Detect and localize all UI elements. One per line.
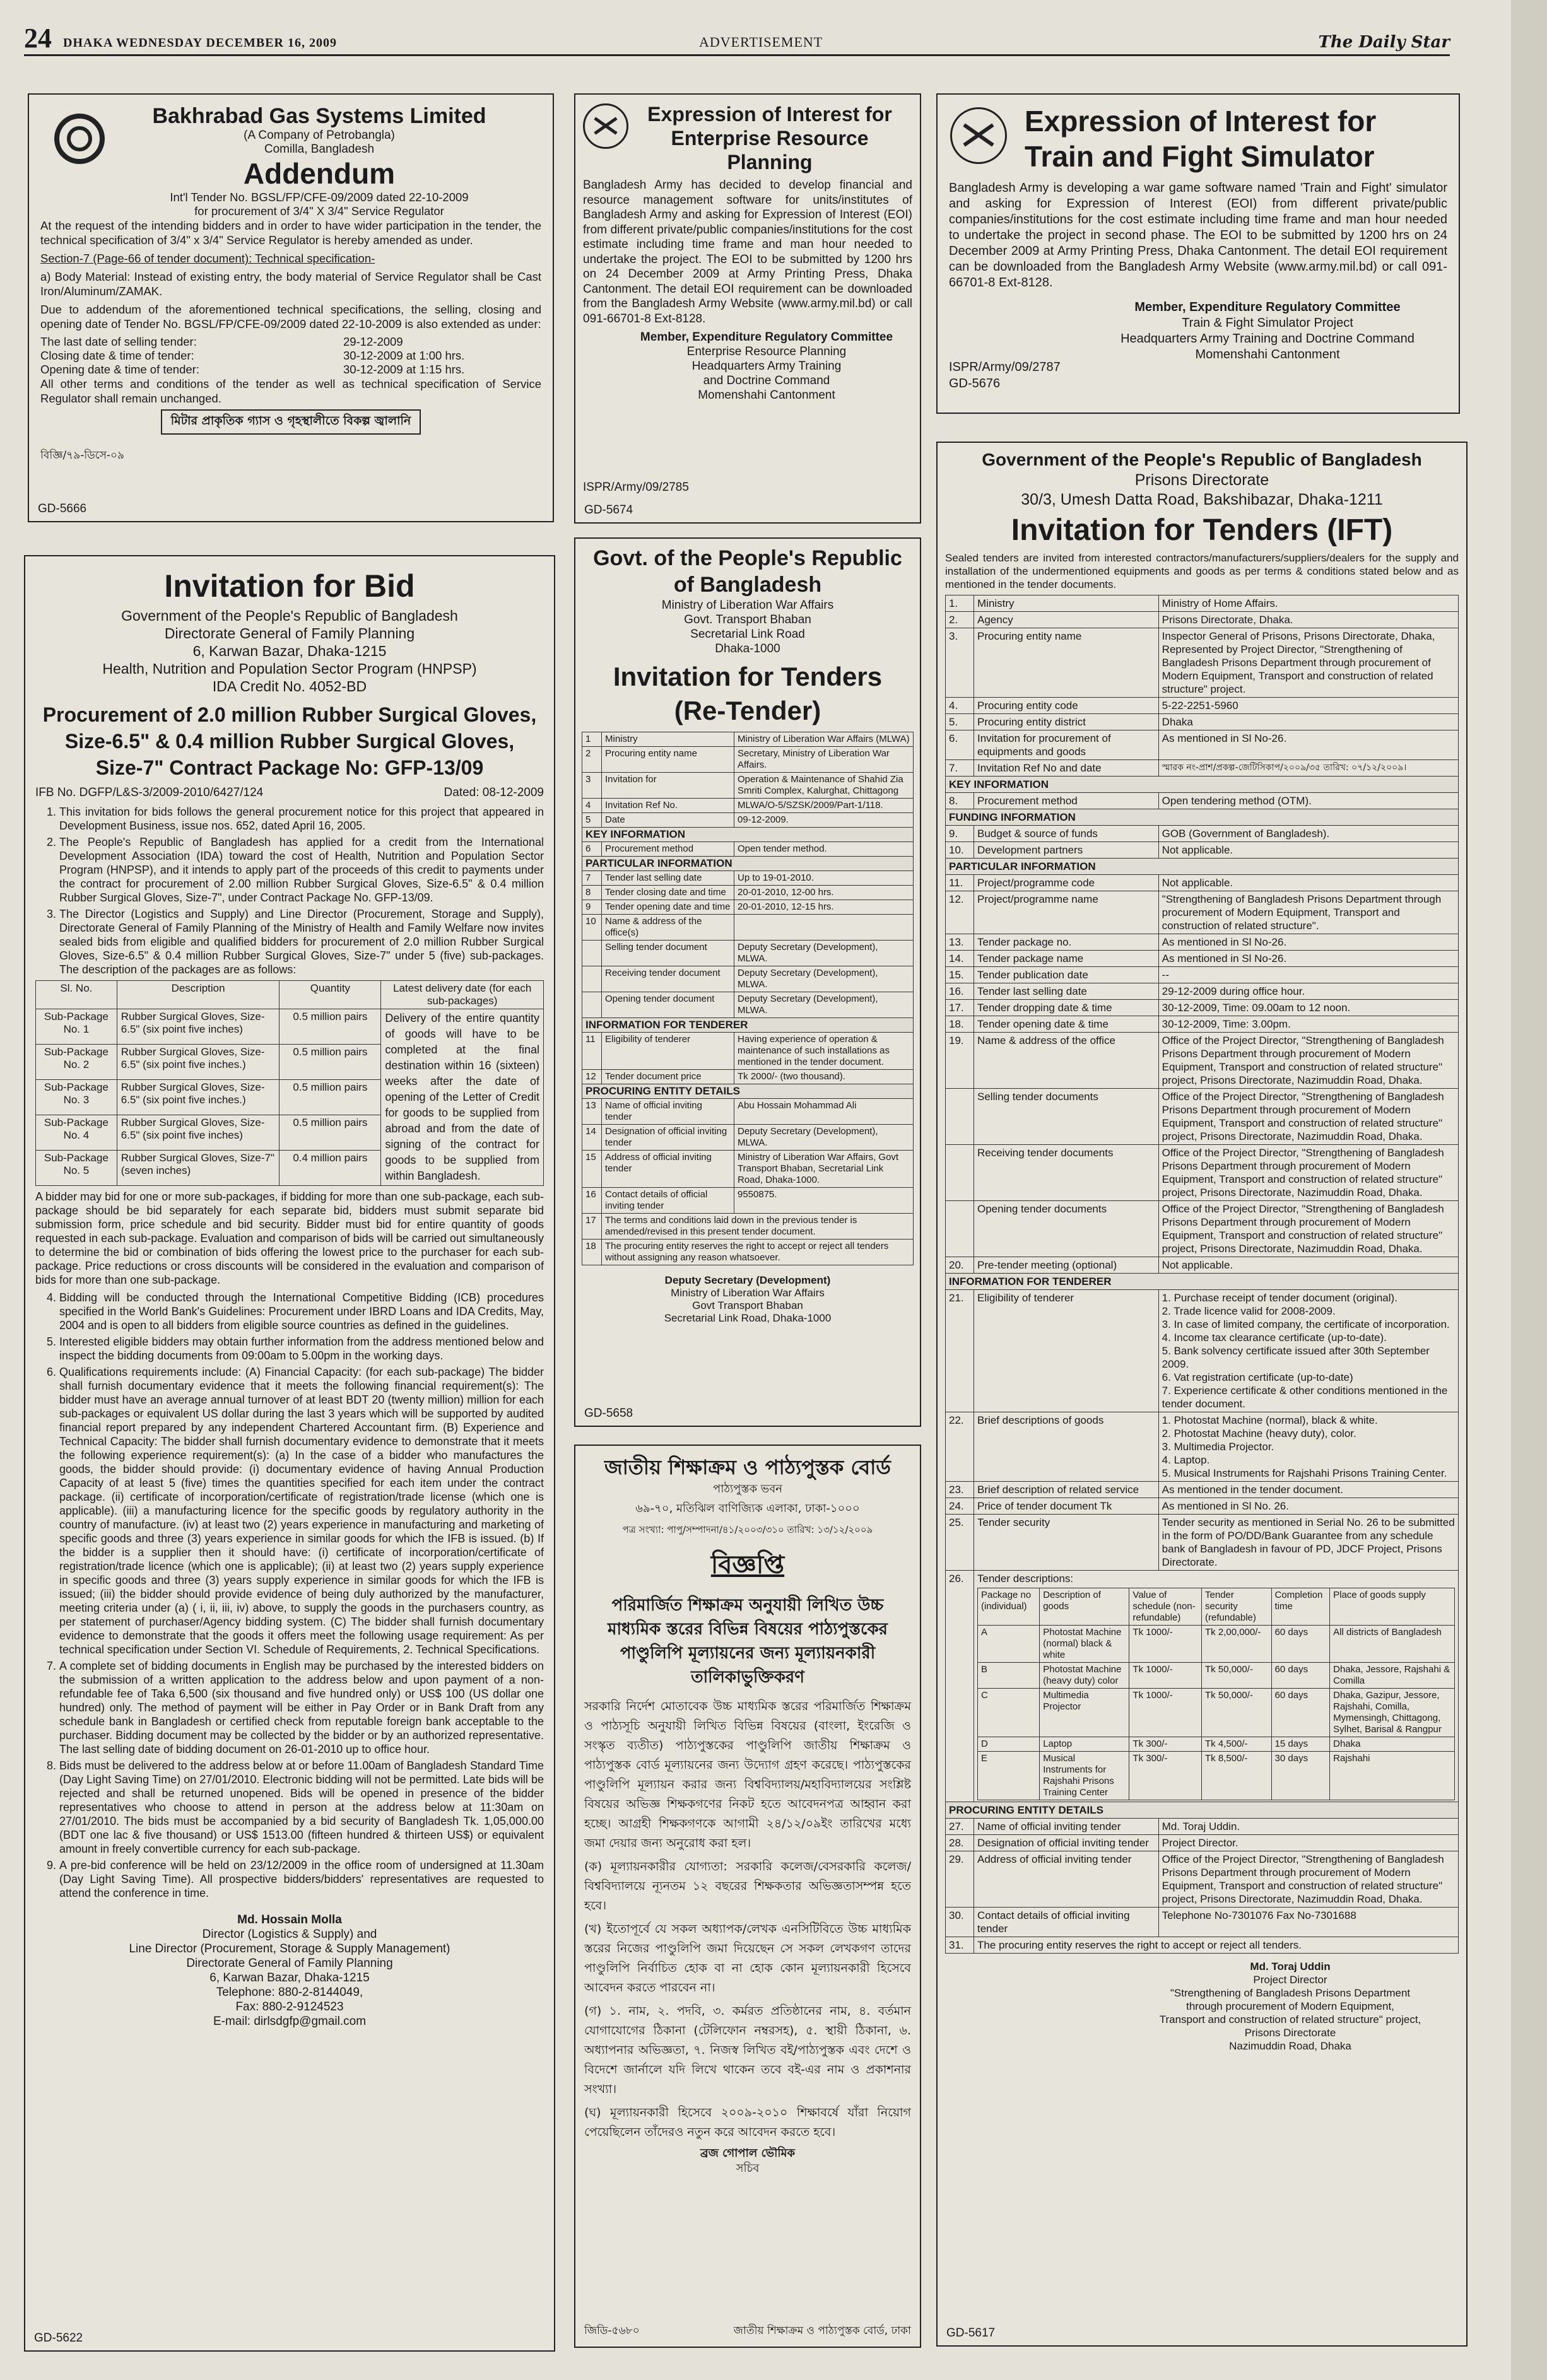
- table-row: 9. Budget & source of funds GOB (Government of Bangladesh).: [946, 826, 1459, 842]
- table-row: 9 Tender opening date and time 20-01-2010, 12-15 hrs.: [582, 900, 914, 915]
- ad-title: Invitation for Bid: [164, 568, 415, 604]
- gd-number: GD-5622: [34, 2331, 83, 2345]
- bakhrabad-addendum-ad: [28, 93, 554, 522]
- table-row: 17 The terms and conditions laid down in the previous tender is amended/revised in this present tender document.: [582, 1214, 914, 1240]
- page-number: 24: [24, 23, 52, 54]
- package-table: Package no (individual) Description of goods Value of schedule (non-refundable) Tender security (refundable) Completion time Place of goods supply A Photostat Machine (normal) black & white Tk 1000/- Tk 2,00,000/- 60 days All districts of Bangladesh B Photostat Machine (heavy duty) color Tk 1000/- Tk 50,000/- 60 days Dhaka, Jessore, Rajshahi & Comilla C Multimedia Projector Tk 1000/- Tk 50,000/- 60 days Dhaka, Gazipur, Jessore, Rajshahi, Comilla, Mymensingh, Chittagong, Sylhet, Barisal & Rangpur D Laptop Tk 300/- Tk 4,500/- 15 days Dhaka E Musical Instruments for Rajshahi Prisons Training Center Tk 300/- Tk 8,500/- 30 days Rajshahi: [977, 1588, 1455, 1800]
- section-heading: KEY INFORMATION: [946, 777, 1459, 793]
- table-row: 28. Designation of official inviting tender Project Director.: [946, 1835, 1459, 1851]
- army-emblem-icon: [583, 103, 628, 149]
- nctb-notice-ad: জাতীয় শিক্ষাক্রম ও পাঠ্যপুস্তক বোর্ড পাঠ্যপুস্তক ভবন ৬৯-৭০, মতিঝিল বাণিজ্যিক এলাকা, ঢাকা-১০০০ পত্র সংখ্যা: পাপু/সম্পাদনা/৪১/২০০৩/৩১০ তারিখ: ১৩/১২/২০০৯ বিজ্ঞপ্তি পরিমার্জিত শিক্ষাক্রম অনুযায়ী লিখিত উচ্চ মাধ্যমিক স্তরের বিভিন্ন বিষয়ের পাঠ্যপুস্তকের পাণ্ডুলিপি মূল্যায়নের জন্য মূল্যায়নকারী তালিকাভুক্তিকরণ সরকারি নির্দেশ মোতাবেক উচ্চ মাধ্যমিক স্তরের পরিমার্জিত শিক্ষাক্রম ও পাঠ্যসূচি অনুযায়ী লিখিত বিভিন্ন বিষয়ের (বাংলা, ইংরেজি ও সংস্কৃত ব্যতীত) পাঠ্যপুস্তকের পাণ্ডুলিপি জাতীয় শিক্ষাক্রম ও পাঠ্যপুস্তক বোর্ড মূল্যায়নের জন্য উদ্যোগ গ্রহণ করেছে। পাঠ্যপুস্তকের পাণ্ডুলিপি মূল্যায়ন করার জন্য বিশ্ববিদ্যালয়/মহাবিদ্যালয়ের সংশ্লিষ্ট বিষয়ের অভিজ্ঞ শিক্ষকগণের নিকট হতে আবেদনপত্র আহ্বান করা হচ্ছে। আগ্রহী শিক্ষকগণকে আগামী ২৪/১২/০৯ইং তারিখের মধ্যে জমা দেয়ার জন্য অনুরোধ করা হল। (ক) মূল্যায়নকারীর যোগ্যতা: সরকারি কলেজ/বেসরকারি কলেজ/বিশ্ববিদ্যালয়ে ন্যূনতম ১২ বছরের শিক্ষকতার অভিজ্ঞতাসম্পন্ন হতে হবে। (খ) ইতোপূর্বে যে সকল অধ্যাপক/লেখক এনসিটিবিতে উচ্চ মাধ্যমিক স্তরের নিজের পাণ্ডুলিপি জমা দিয়েছেন সে সকল লেখকগণ তাদের পাণ্ডুলিপি নির্বাচিত হোক বা না হোক কোন মূল্যায়নকারী হিসেবে আবেদন করতে পারবেন না। (গ) ১. নাম, ২. পদবি, ৩. কর্মরত প্রতিষ্ঠানের নাম, ৪. বর্তমান যোগাযোগের ঠিকানা (টেলিফোন নম্বরসহ), ৫. স্থায়ী ঠিকানা, ৬. অধ্যাপনার অভিজ্ঞতা, ৭. নিজস্ব লিখিত বই/পাঠ্যপুস্তক এবং দেশে ও বিদেশে জার্নালে যদি লিখে থাকেন তবে বই-এর নাম ও প্রকাশনার সংখ্যা। (ঘ) মূল্যায়নকারী হিসেবে ২০০৯-২০১০ শিক্ষাবর্ষে যাঁরা নিয়োগ পেয়েছিলেন তাঁদেরও নতুন করে আবেদন করতে হবে। ব্রজ গোপাল ভৌমিক সচিব জিডি-৫৬৮০ জাতীয় শিক্ষাক্রম ও পাঠ্যপুস্তক বোর্ড, ঢাকা: [574, 1445, 921, 2348]
- section-heading: INFORMATION FOR TENDERER: [582, 1018, 914, 1033]
- table-row: 23. Brief description of related service As mentioned in the tender document.: [946, 1482, 1459, 1498]
- table-row: C Multimedia Projector Tk 1000/- Tk 50,000/- 60 days Dhaka, Gazipur, Jessore, Rajshahi, Comilla, Mymensingh, Chittagong, Sylhet, Barisal & Rangpur: [978, 1689, 1455, 1737]
- dateline: DHAKA WEDNESDAY DECEMBER 16, 2009: [63, 36, 337, 50]
- delivery-terms: Delivery of the entire quantity of goods will have to be completed at the final destination within 16 (sixteen) weeks after the date of opening of the Letter of Credit for goods to be supplied from abroad and from the date of signing of the contract for goods to be supplied from within Bangladesh.: [381, 1009, 544, 1186]
- section-label: ADVERTISEMENT: [699, 34, 823, 50]
- prisons-ift-ad: Government of the People's Republic of Bangladesh Prisons Directorate 30/3, Umesh Datta Road, Bakshibazar, Dhaka-1211 Invitation for Tenders (IFT) Sealed tenders are invited from interested contractors/manufacturers/suppliers/dealers for the supply and installation of the undermentioned equipments and goods as per terms & conditions stated below and as mentioned in the tender documents. 1. Ministry Ministry of Home Affairs. 2. Agency Prisons Directorate, Dhaka. 3. Procuring entity name Inspector General of Prisons, Prisons Directorate, Dhaka, Represented by Project Director, "Strengthening of Bangladesh Prisons Department through procurement of Modern Equipment, Transport and construction of related structure" project. 4. Procuring entity code 5-22-2251-5960 5. Procuring entity district Dhaka 6. Invitation for procurement of equipments and goods As mentioned in Sl No-26. 7. Invitation Ref No and date স্মারক নং-প্রাশ/প্রকল্প-জেটিসিকাপ/২০০৯/৩৫ তারিখ: ০৭/১২/২০০৯। KEY INFORMATION 8. Procurement method Open tendering method (OTM). FUNDING INFORMATION 9. Budget & source of funds GOB (Government of Bangladesh). 10. Development partners Not applicable. PARTICULAR INFORMATION 11. Project/programme code Not applicable. 12. Project/programme name "Strengthening of Bangladesh Prisons Department through procurement of Modern Equipment, Transport and construction of related structure". 13. Tender package no. As mentioned in Sl No-26. 14. Tender package name As mentioned in Sl No-26. 15. Tender publication date -- 16. Tender last selling date 29-12-2009 during office hour. 17. Tender dropping date & time 30-12-2009, Time: 09.00am to 12 noon. 18. Tender opening date & time 30-12-2009, Time: 3.00pm. 19. Name & address of the office Office of the Project Director, "Strengthening of Bangladesh Prisons Department through procurement of Modern Equipment, Transport and construction of related structure" project, Prisons Directorate, Nazimuddin Road, Dhaka. Selling tender documents Office of the Project Director, "Strengthening of Bangladesh Prisons Department through procurement of Modern Equipment, Transport and construction of related structure" project, Prisons Directorate, Nazimuddin Road, Dhaka. Receiving tender documents Office of the Project Director, "Strengthening of Bangladesh Prisons Department through procurement of Modern Equipment, Transport and construction of related structure" project, Prisons Directorate, Nazimuddin Road, Dhaka. Opening tender documents Office of the Project Director, "Strengthening of Bangladesh Prisons Department through procurement of Modern Equipment, Transport and construction of related structure" project, Prisons Directorate, Nazimuddin Road, Dhaka. 20. Pre-tender meeting (optional) Not applicable. INFORMATION FOR TENDERER 21. Eligibility of tenderer 1. Purchase receipt of tender document (original). 2. Trade licence valid for 2008-2009. 3. In case of limited company, the certificate of incorporation. 4. Income tax clearance certificate (up-to-date). 5. Bank solvency certificate issued after 30th September 2009. 6. Vat registration certificate (up-to-date) 7. Experience certificate & other conditions mentioned in the tender document. 22. Brief descriptions of goods 1. Photostat Machine (normal), black & white. 2. Photostat Machine (heavy duty), color. 3. Multimedia Projector. 4. Laptop. 5. Musical Instruments for Rajshahi Prisons Training Center. 23. Brief description of related service As mentioned in the tender document. 24. Price of tender document Tk As mentioned in Sl No. 26. 25. Tender security Tender security as mentioned in Serial No. 26 to be submitted in the form of PO/DD/Bank Guarantee from any schedule bank of Bangladesh in favour of PD, JDCF Project, Prisons Directorate. 26. Tender descriptions: Package no (individual) Description of goods Value of schedule (non-refundable) Tender security (refundable) Completion time Place of goods supply A Photostat Machine (normal) black & white Tk 1000/- Tk 2,00,000/- 60 days All districts of Bangladesh B Photostat Machine (heavy duty) color Tk 1000/- Tk 50,000/- 60 days Dhaka, Jessore, Rajshahi & Comilla C Multimedia Projector Tk 1000/- Tk 50,000/- 60 days Dhaka, Gazipur, Jessore, Rajshahi, Comilla, Mymensingh, Chittagong, Sylhet, Barisal & Rangpur D Laptop Tk 300/- Tk 4,500/- 15 days Dhaka E Musical Instruments for Rajshahi Prisons Training Center Tk 300/- Tk 8,500/- 30 days Rajshahi PROCURING ENTITY DETAILS 27. Name of official inviting tender Md. Toraj Uddin. 28. Designation of official inviting tender Project Director. 29. Address of official inviting tender Office of the Project Director, "Strengthening of Bangladesh Prisons Department through procurement of Modern Equipment, Transport and construction of related structure" project, Prisons Directorate, Nazimuddin Road, Dhaka. 30. Contact details of official inviting tender Telephone No-7301076 Fax No-7301688 31. The procuring entity reserves the right to accept or reject all tenders. Md. Toraj Uddin Project Director "Strengthening of Bangladesh Prisons Department through procurement of Modern Equipment, Transport and construction of related structure" project, Prisons Directorate Nazimuddin Road, Dhaka GD-5617: [936, 442, 1468, 2347]
- bid-clauses: 1. This invitation for bids follows the general procurement notice for this project that appeared in Development Business, issue nos. 652, dated April 16, 2005. 2. The People's Republic of Bangladesh has applied for a credit from the International Development Association (IDA) toward the cost of Health, Nutrition and Population Sector Program (HNPSP), and it intends to apply part of the proceeds of this credit to payments under the contract for procurement of 2.00 million Rubber Surgical Gloves, Size-6.5" & 0.4 million Rubber Surgical Gloves, Size-7", under Contract Package No. GFP-13/09. 3. The Director (Logistics and Supply) and Line Director (Procurement, Storage and Supply), Directorate General of Family Planning of the Ministry of Health and Family Welfare now invites sealed bids from eligible and qualified bidders for procurement of 2.0 million Rubber Surgical Gloves, Size-6.5" & 0.4 million Rubber Surgical Gloves, Size-7" under 5 (five) sub-packages. The description of the packages are as follows:: [35, 805, 544, 976]
- addendum-title: Addendum: [243, 157, 396, 190]
- gd-number: জিডি-৫৬৮০: [584, 2324, 640, 2337]
- ad-title: জাতীয় শিক্ষাক্রম ও পাঠ্যপুস্তক বোর্ড: [604, 1455, 891, 1479]
- table-row: 8 Tender closing date and time 20-01-2010, 12-00 hrs.: [582, 886, 914, 900]
- package-table: Sl. No. Description Quantity Latest delivery date (for each sub-packages) Sub-Package No. 1 Rubber Surgical Gloves, Size-6.5" (six point five inches) 0.5 million pairs Delivery of the entire quantity of goods will have to be completed at the final destination within 16 (sixteen) weeks after the date of opening of the Letter of Credit for goods to be supplied from abroad and from the date of signing of the contract for goods to be supplied from within Bangladesh. Sub-Package No. 2 Rubber Surgical Gloves, Size-6.5" (six point five inches.) 0.5 million pairs Sub-Package No. 3 Rubber Surgical Gloves, Size-6.5" (six point five inches.) 0.5 million pairs Sub-Package No. 4 Rubber Surgical Gloves, Size-6.5" (six point five inches) 0.5 million pairs Sub-Package No. 5 Rubber Surgical Gloves, Size-7" (seven inches) 0.4 million pairs: [35, 980, 544, 1186]
- ad-title: Invitation for Tenders: [613, 662, 883, 691]
- retender-ad: Govt. of the People's Republic of Bangladesh Ministry of Liberation War Affairs Govt. Transport Bhaban Secretarial Link Road Dhaka-1000 Invitation for Tenders (Re-Tender) 1 Ministry Ministry of Liberation War Affairs (MLWA) 2 Procuring entity name Secretary, Ministry of Liberation War Affairs. 3 Invitation for Operation & Maintenance of Shahid Zia Smriti Complex, Kalurghat, Chittagong 4 Invitation Ref No. MLWA/O-5/SZSK/2009/Part-1/118. 5 Date 09-12-2009. KEY INFORMATION 6 Procurement method Open tender method. PARTICULAR INFORMATION 7 Tender last selling date Up to 19-01-2010. 8 Tender closing date and time 20-01-2010, 12-00 hrs. 9 Tender opening date and time 20-01-2010, 12-15 hrs. 10 Name & address of the office(s) Selling tender document Deputy Secretary (Development), MLWA. Receiving tender document Deputy Secretary (Development), MLWA. Opening tender document Deputy Secretary (Development), MLWA. INFORMATION FOR TENDERER 11 Eligibility of tenderer Having experience of operation & maintenance of such installations as mentioned in the tender document. 12 Tender document price Tk 2000/- (two thousand). PROCURING ENTITY DETAILS 13 Name of official inviting tender Abu Hossain Mohammad Ali 14 Designation of official inviting tender Deputy Secretary (Development), MLWA. 15 Address of official inviting tender Ministry of Liberation War Affairs, Govt Transport Bhaban, Secretarial Link Road, Dhaka-1000. 16 Contact details of official inviting tender 9550875. 17 The terms and conditions laid down in the previous tender is amended/revised in this present tender document. 18 The procuring entity reserves the right to accept or reject all tenders without assigning any reason whatsoever. Deputy Secretary (Development) Ministry of Liberation War Affairs Govt Transport Bhaban Secretarial Link Road, Dhaka-1000 GD-5658: [574, 537, 921, 1427]
- table-row: 25. Tender security Tender security as mentioned in Serial No. 26 to be submitted in the form of PO/DD/Bank Guarantee from any schedule bank of Bangladesh in favour of PD, JDCF Project, Prisons Directorate.: [946, 1515, 1459, 1571]
- table-row: 12 Tender document price Tk 2000/- (two thousand).: [582, 1070, 914, 1084]
- table-row: 10 Name & address of the office(s): [582, 915, 914, 941]
- table-row: E Musical Instruments for Rajshahi Prisons Training Center Tk 300/- Tk 8,500/- 30 days Rajshahi: [978, 1752, 1455, 1800]
- ad-body: Bangladesh Army has decided to develop financial and resource management software for units/institutes of Bangladesh Army and asking for Expression of Interest (EOI) from different private/public companies/institutions for the cost estimate including time frame and man hour needed to undertake the project. The EOI to be submitted by 1200 hrs on 24 December 2009 at Army Printing Press, Dhaka Cantonment. The detail EOI requirement can be downloaded from the Bangladesh Army Website (www.army.mil.bd) or call 091-66701-8 Ext-8128.: [583, 179, 912, 325]
- tender-table: [582, 732, 914, 1265]
- table-row: 18 The procuring entity reserves the right to accept or reject all tenders without assigning any reason whatsoever.: [582, 1240, 914, 1265]
- table-row: 5. Procuring entity district Dhaka: [946, 714, 1459, 730]
- table-row: 14 Designation of official inviting tender Deputy Secretary (Development), MLWA.: [582, 1125, 914, 1151]
- section-heading: FUNDING INFORMATION: [946, 809, 1459, 826]
- table-row: 21. Eligibility of tenderer 1. Purchase receipt of tender document (original). 2. Trade licence valid for 2008-2009. 3. In case of limited company, the certificate of incorporation. 4. Income tax clearance certificate (up-to-date). 5. Bank solvency certificate issued after 30th September 2009. 6. Vat registration certificate (up-to-date) 7. Experience certificate & other conditions mentioned in the tender document.: [946, 1290, 1459, 1412]
- table-row: Selling tender document Deputy Secretary (Development), MLWA.: [582, 941, 914, 966]
- ad-title: Expression of Interest for Enterprise Resource Planning: [647, 103, 892, 173]
- notice-label: বিজ্ঞপ্তি: [710, 1551, 785, 1580]
- table-row: 2 Procuring entity name Secretary, Ministry of Liberation War Affairs.: [582, 747, 914, 773]
- gd-number: GD-5617: [946, 2326, 996, 2340]
- company-sub: (A Company of Petrobangla): [244, 129, 395, 142]
- table-row: B Photostat Machine (heavy duty) color Tk 1000/- Tk 50,000/- 60 days Dhaka, Jessore, Rajshahi & Comilla: [978, 1663, 1455, 1689]
- ad-title: Invitation for Tenders (IFT): [1011, 513, 1393, 547]
- paragraph: A bidder may bid for one or more sub-packages, if bidding for more than one sub-package, each sub-package should be bid separately for each separate bid, bidders must submit separate bid submission form, price schedule and bid security. Bidder must bid for entire quantity of goods requested in each sub-package. Evaluation and comparison of bids will be carried out simultaneously to determine the bid or combination of bids offering the lowest price to the purchaser for each sub-package. Price reductions or cross discounts will be considered in the evaluation and comparison of bids for more than one sub-package.: [35, 1190, 544, 1286]
- paragraph: সরকারি নির্দেশ মোতাবেক উচ্চ মাধ্যমিক স্তরের পরিমার্জিত শিক্ষাক্রম ও পাঠ্যসূচি অনুযায়ী লিখিত বিভিন্ন বিষয়ের (বাংলা, ইংরেজি ও সংস্কৃত ব্যতীত) পাঠ্যপুস্তকের পাণ্ডুলিপি জাতীয় শিক্ষাক্রম ও পাঠ্যপুস্তক বোর্ড মূল্যায়নের জন্য উদ্যোগ গ্রহণ করেছে। পাঠ্যপুস্তকের পাণ্ডুলিপি মূল্যায়ন করার জন্য বিশ্ববিদ্যালয়/মহাবিদ্যালয়ের সংশ্লিষ্ট বিষয়ের অভিজ্ঞ শিক্ষকগণের নিকট হতে আবেদনপত্র আহ্বান করা হচ্ছে। আগ্রহী শিক্ষকগণকে আগামী ২৪/১২/০৯ইং তারিখের মধ্যে জমা দেয়ার জন্য অনুরোধ করা হল।: [584, 1699, 911, 1850]
- table-row: D Laptop Tk 300/- Tk 4,500/- 15 days Dhaka: [978, 1737, 1455, 1752]
- ad-head: Govt. of the People's Republic of Bangladesh: [593, 546, 902, 597]
- section-heading: KEY INFORMATION: [582, 828, 914, 842]
- paragraph: Sealed tenders are invited from interested contractors/manufacturers/suppliers/dealers for the supply and installation of the undermentioned equipments and goods as per terms & conditions stated below and as mentioned in the tender documents.: [945, 552, 1459, 590]
- table-row: 3 Invitation for Operation & Maintenance of Shahid Zia Smriti Complex, Kalurghat, Chittagong: [582, 773, 914, 799]
- table-row: 29. Address of official inviting tender Office of the Project Director, "Strengthening of Bangladesh Prisons Department through procurement of Modern Equipment, Transport and construction of related structure" project, Prisons Directorate, Nazimuddin Road, Dhaka.: [946, 1851, 1459, 1908]
- table-row: 16 Contact details of official inviting tender 9550875.: [582, 1188, 914, 1214]
- table-row: 6 Procurement method Open tender method.: [582, 842, 914, 857]
- procurement-heading: Procurement of 2.0 million Rubber Surgical Gloves, Size-6.5" & 0.4 million Rubber Surgical Gloves, Size-7" Contract Package No: GFP-13/09: [42, 703, 537, 779]
- gd-number: GD-5674: [584, 503, 633, 517]
- dates-list: The last date of selling tender: 29-12-2009 Closing date & time of tender: 30-12-2009 at 1:00 hrs. Opening date & time of tender: 30-12-2009 at 1:15 hrs.: [40, 335, 465, 376]
- table-row: 26. Tender descriptions: Package no (individual) Description of goods Value of schedule (non-refundable) Tender security (refundable) Completion time Place of goods supply A Photostat Machine (normal) black & white Tk 1000/- Tk 2,00,000/- 60 days All districts of Bangladesh B Photostat Machine (heavy duty) color Tk 1000/- Tk 50,000/- 60 days Dhaka, Jessore, Rajshahi & Comilla C Multimedia Projector Tk 1000/- Tk 50,000/- 60 days Dhaka, Gazipur, Jessore, Rajshahi, Comilla, Mymensingh, Chittagong, Sylhet, Barisal & Rangpur D Laptop Tk 300/- Tk 4,500/- 15 days Dhaka E Musical Instruments for Rajshahi Prisons Training Center Tk 300/- Tk 8,500/- 30 days Rajshahi: [946, 1571, 1459, 1802]
- section-heading: PARTICULAR INFORMATION: [946, 859, 1459, 875]
- section-heading: PROCURING ENTITY DETAILS: [946, 1802, 1459, 1819]
- eoi-erp-ad: Expression of Interest for Enterprise Resource Planning Bangladesh Army has decided to develop financial and resource management software for units/institutes of Bangladesh Army and asking for Expression of Interest (EOI) from different private/public companies/institutions for the cost estimate including time frame and man hour needed to undertake the project. The EOI to be submitted by 1200 hrs on 24 December 2009 at Army Printing Press, Dhaka Cantonment. The detail EOI requirement can be downloaded from the Bangladesh Army Website (www.army.mil.bd) or call 091-66701-8 Ext-8128. Member, Expenditure Regulatory Committee Enterprise Resource Planning Headquarters Army Training and Doctrine Command Momenshahi Cantonment ISPR/Army/09/2785 GD-5674: [574, 93, 921, 524]
- tender-purpose: for procurement of 3/4" X 3/4" Service Regulator: [194, 204, 444, 218]
- notice-heading: পরিমার্জিত শিক্ষাক্রম অনুযায়ী লিখিত উচ্চ মাধ্যমিক স্তরের বিভিন্ন বিষয়ের পাঠ্যপুস্তকের পাণ্ডুলিপি মূল্যায়নের জন্য মূল্যায়নকারী তালিকাভুক্তিকরণ: [608, 1596, 888, 1687]
- ad-ref: ISPR/Army/09/2787: [949, 360, 1061, 374]
- table-row: 27. Name of official inviting tender Md. Toraj Uddin.: [946, 1819, 1459, 1835]
- table-row: Selling tender documents Office of the Project Director, "Strengthening of Bangladesh Prisons Department through procurement of Modern Equipment, Transport and construction of related structure" project, Prisons Directorate, Nazimuddin Road, Dhaka.: [946, 1089, 1459, 1145]
- newspaper-brand: The Daily Star: [1318, 33, 1450, 52]
- company-city: Comilla, Bangladesh: [264, 143, 375, 156]
- table-row: 19. Name & address of the office Office of the Project Director, "Strengthening of Bangladesh Prisons Department through procurement of Modern Equipment, Transport and construction of related structure" project, Prisons Directorate, Nazimuddin Road, Dhaka.: [946, 1033, 1459, 1089]
- table-row: 15. Tender publication date --: [946, 967, 1459, 983]
- table-row: 5 Date 09-12-2009.: [582, 813, 914, 828]
- paragraph: All other terms and conditions of the tender as well as technical specification of Service Regulator shall remain unchanged.: [40, 377, 541, 405]
- ad-body: Bangladesh Army is developing a war game software named 'Train and Fight' simulator and asking for Expression of Interest (EOI) from different private/public companies/institutions for the cost estimate including time frame and man hour needed to undertake the project in second phase. The EOI to be submitted by 1200 hrs on 24 December 2009 at Army Printing Press, Dhaka Cantonment. The detail EOI requirement can be downloaded from the Bangladesh Army Website (www.army.mil.bd) or call 091-66701-8 Ext-8128.: [949, 181, 1447, 290]
- table-row: Sub-Package No. 5 Rubber Surgical Gloves, Size-7" (seven inches) 0.4 million pairs: [36, 1151, 544, 1186]
- table-row: Opening tender documents Office of the Project Director, "Strengthening of Bangladesh Prisons Department through procurement of Modern Equipment, Transport and construction of related structure" project, Prisons Directorate, Nazimuddin Road, Dhaka.: [946, 1201, 1459, 1257]
- ad-title: Expression of Interest for Train and Fight Simulator: [1025, 105, 1377, 173]
- table-row: 8. Procurement method Open tendering method (OTM).: [946, 793, 1459, 809]
- table-row: 13 Name of official inviting tender Abu Hossain Mohammad Ali: [582, 1099, 914, 1125]
- table-row: 1 Ministry Ministry of Liberation War Affairs (MLWA): [582, 732, 914, 747]
- table-row: 10. Development partners Not applicable.: [946, 842, 1459, 859]
- table-row: 12. Project/programme name "Strengthening of Bangladesh Prisons Department through procurement of Modern Equipment, Transport and construction of related structure".: [946, 891, 1459, 934]
- ad-ref: ISPR/Army/09/2785: [583, 481, 689, 494]
- table-row: 30. Contact details of official inviting tender Telephone No-7301076 Fax No-7301688: [946, 1908, 1459, 1937]
- section-heading: PARTICULAR INFORMATION: [582, 857, 914, 871]
- table-row: 3. Procuring entity name Inspector General of Prisons, Prisons Directorate, Dhaka, Represented by Project Director, "Strengthening of Bangladesh Prisons Department through procurement of Modern Equipment, Transport and construction of related structure" project.: [946, 628, 1459, 698]
- table-row: Sub-Package No. 1 Rubber Surgical Gloves, Size-6.5" (six point five inches) 0.5 million pairs Delivery of the entire quantity of goods will have to be completed at the final destination within 16 (sixteen) weeks after the date of opening of the Letter of Credit for goods to be supplied from abroad and from the date of signing of the contract for goods to be supplied from within Bangladesh.: [36, 1009, 544, 1045]
- page-edge-strip: [1511, 0, 1547, 2380]
- table-row: Sub-Package No. 2 Rubber Surgical Gloves, Size-6.5" (six point five inches.) 0.5 million pairs: [36, 1045, 544, 1080]
- paragraph: At the request of the intending bidders and in order to have wider participation in the tender, the technical specification of 3/4" x 3/4" Service Regulator is hereby amended as under.: [40, 219, 541, 247]
- table-row: Sub-Package No. 3 Rubber Surgical Gloves, Size-6.5" (six point five inches.) 0.5 million pairs: [36, 1080, 544, 1115]
- masthead: [24, 24, 1450, 56]
- ad-head: Government of the People's Republic of Bangladesh: [982, 450, 1422, 469]
- tender-table: [945, 595, 1459, 1954]
- memo-line: পত্র সংখ্যা: পাপু/সম্পাদনা/৪১/২০০৩/৩১০ তারিখ: ১৩/১২/২০০৯: [622, 1524, 873, 1535]
- company-name: Bakhrabad Gas Systems Limited: [152, 104, 486, 128]
- invitation-for-bid-ad: Invitation for Bid Government of the People's Republic of Bangladesh Directorate General of Family Planning 6, Karwan Bazar, Dhaka-1215 Health, Nutrition and Population Sector Program (HNPSP) IDA Credit No. 4052-BD Procurement of 2.0 million Rubber Surgical Gloves, Size-6.5" & 0.4 million Rubber Surgical Gloves, Size-7" Contract Package No: GFP-13/09 IFB No. DGFP/L&S-3/2009-2010/6427/124 Dated: 08-12-2009 1. This invitation for bids follows the general procurement notice for this project that appeared in Development Business, issue nos. 652, dated April 16, 2005. 2. The People's Republic of Bangladesh has applied for a credit from the International Development Association (IDA) toward the cost of Health, Nutrition and Population Sector Program (HNPSP), and it intends to apply part of the proceeds of this credit to payments under the contract for procurement of 2.00 million Rubber Surgical Gloves, Size-6.5" & 0.4 million Rubber Surgical Gloves, Size-7", under Contract Package No. GFP-13/09. 3. The Director (Logistics and Supply) and Line Director (Procurement, Storage and Supply), Directorate General of Family Planning of the Ministry of Health and Family Welfare now invites sealed bids from eligible and qualified bidders for procurement of 2.0 million Rubber Surgical Gloves, Size-6.5" & 0.4 million Rubber Surgical Gloves, Size-7" under 5 (five) sub-packages. The description of the packages are as follows: Sl. No. Description Quantity Latest delivery date (for each sub-packages) Sub-Package No. 1 Rubber Surgical Gloves, Size-6.5" (six point five inches) 0.5 million pairs Delivery of the entire quantity of goods will have to be completed at the final destination within 16 (sixteen) weeks after the date of opening of the Letter of Credit for goods to be supplied from abroad and from the date of signing of the contract for goods to be supplied from within Bangladesh. Sub-Package No. 2 Rubber Surgical Gloves, Size-6.5" (six point five inches.) 0.5 million pairs Sub-Package No. 3 Rubber Surgical Gloves, Size-6.5" (six point five inches.) 0.5 million pairs Sub-Package No. 4 Rubber Surgical Gloves, Size-6.5" (six point five inches) 0.5 million pairs Sub-Package No. 5 Rubber Surgical Gloves, Size-7" (seven inches) 0.4 million pairs A bidder may bid for one or more sub-packages, if bidding for more than one sub-package, each sub-package should be bid separately for each separate bid, bidders must submit separate bid submission form, price schedule and bid security. Bidder must bid for entire quantity of goods requested in each sub-package. Evaluation and comparison of bids will be carried out simultaneously to determine the bid or combination of bids offering the lowest price to the purchaser for each sub-package. Price reductions or cross discounts will be considered in the evaluation and comparison of bids for more than one sub-package. 4. Bidding will be conducted through the International Competitive Bidding (ICB) procedures specified in the World Bank's Guidelines: Procurement under IBRD Loans and IDA Credits, May, 2004 and is open to all bidders from eligible source countries as defined in the guidelines. 5. Interested eligible bidders may obtain further information from the address mentioned below and inspect the bidding documents from 09:00am to 5.00pm in the working days. 6. Qualifications requirements include: (A) Financial Capacity: (for each sub-package) The bidder shall furnish documentary evidence that it meets the following financial requirement(s): The bidder must have an average annual turnover of at least BDT 20 (twenty million) million for each sub-packages or equivalent US dollar during the last 3 years which will be supported by audited financial report prepared by any independent Chartered Accountant firm. (B) Experience and Technical Capacity: The bidder shall furnish documentary evidence to demonstrate that it meets the following experience requirement(s): (a) In the case of a bidder who manufactures the goods, the bidder should provide: (i) documentary evidence of having Annual Production Capacity of at least 5 (five) times the quantities specified for each item under the contract package. (ii) certificate of incorporation/certificate of registration/trade license (which one is applicable). (iii) a manufacturing licence for the specific goods by regulatory authority in the country of manufacture. (iv) at least two (2) years experience in manufacturing and marketing of specific goods and three (3) years experience in similar goods for which the IFB is issued. (b) If the bidder is a supplier then it should have: (i) certificate of incorporation/certificate of registration/trade licence (which one is applicable); (ii) at least two (2) years supply experience in specific goods and three (3) years supply experience in similar goods for which the IFB is issued; (iii) the bidder should provide evidence of being duly authorized by the manufacturer, meeting criteria under (a) ( i, ii, iii, iv) above, to supply the goods in the purchasers country, as per statement of purchaser/Agency bidding system. (C) The bidder shall furnish documentary evidence to demonstrate that the goods it offers meet the following usage requirement: As per technical specification under Section VI. Schedule of Requirements, 2. Technical Specifications. 7. A complete set of bidding documents in English may be purchased by the interested bidders on the submission of a written application to the address below and upon payment of a non-refundable fee of Taka 6,500 (six thousand and five hundred only) or US$ 100 (US dollar one hundred) only. The method of payment will be either in Pay Order or in Bank Draft from any schedule bank in Bangladesh or certified check from reputable foreign bank acceptable to the purchaser. Bidding document may be collected by the bidder or by an authorized representative. The last selling date of bidding document on 26-01-2010 up to office hour. 8. Bids must be delivered to the address below at or before 11.00am of Bangladesh Standard Time (Day Light Saving Time) on 27/01/2010. Electronic bidding will not be permitted. Late bids will be rejected and shall be returned unopened. Bids will be opened in presence of the bidder representatives who choose to attend in person at the address below at 11:30am on 27/01/2010. The bids must be accompanied by a bid security of Bangladesh Tk. 1,05,000.00 (BDT one lac & five thousand) or US$ 1513.00 (fifteen hundred & thirteen US$) or equivalent amount in freely convertible currency for each sub-package. 9. A pre-bid conference will be held on 23/12/2009 in the office room of undersigned at 11.30am (Day Light Saving Time). All prospective bidders/bidders' representatives are requested to attend the conference in time. Md. Hossain Molla Director (Logistics & Supply) and Line Director (Procurement, Storage & Supply Management) Directorate General of Family Planning 6, Karwan Bazar, Dhaka-1215 Telephone: 880-2-8144049, Fax: 880-2-9124523 E-mail: dirlsdgfp@gmail.com GD-5622: [24, 555, 555, 2352]
- table-row: Receiving tender document Deputy Secretary (Development), MLWA.: [582, 966, 914, 992]
- table-row: 7. Invitation Ref No and date স্মারক নং-প্রাশ/প্রকল্প-জেটিসিকাপ/২০০৯/৩৫ তারিখ: ০৭/১২/২০০৯।: [946, 760, 1459, 777]
- bgsl-logo-icon: [54, 114, 105, 164]
- table-row: 11 Eligibility of tenderer Having experience of operation & maintenance of such installations as mentioned in the tender document.: [582, 1033, 914, 1070]
- table-row: Opening tender document Deputy Secretary (Development), MLWA.: [582, 992, 914, 1018]
- table-row: 31. The procuring entity reserves the right to accept or reject all tenders.: [946, 1937, 1459, 1954]
- gd-number: GD-5658: [584, 1407, 633, 1420]
- slogan-box: মিটার প্রাকৃতিক গ্যাস ও গৃহস্থালীতে বিকল্প জ্বালানি: [161, 409, 421, 435]
- table-row: 14. Tender package name As mentioned in Sl No-26.: [946, 951, 1459, 967]
- ad-ref: বিজ্ঞি/৭৯-ডিসে-০৯: [40, 449, 125, 462]
- table-row: 2. Agency Prisons Directorate, Dhaka.: [946, 612, 1459, 628]
- table-row: 16. Tender last selling date 29-12-2009 during office hour.: [946, 983, 1459, 1000]
- army-emblem-icon: [950, 107, 1007, 164]
- table-row: 11. Project/programme code Not applicable.: [946, 875, 1459, 891]
- tender-no: Int'l Tender No. BGSL/FP/CFE-09/2009 dated 22-10-2009: [170, 191, 469, 204]
- ifb-number: IFB No. DGFP/L&S-3/2009-2010/6427/124: [35, 786, 264, 799]
- table-row: 24. Price of tender document Tk As mentioned in Sl No. 26.: [946, 1498, 1459, 1515]
- ad-subtitle: (Re-Tender): [674, 696, 821, 725]
- paragraph: a) Body Material: Instead of existing entry, the body material of Service Regulator shall be Cast Iron/Aluminum/ZAMAK.: [40, 270, 541, 298]
- gd-number: GD-5676: [949, 377, 1001, 390]
- table-row: Receiving tender documents Office of the Project Director, "Strengthening of Bangladesh Prisons Department through procurement of Modern Equipment, Transport and construction of related structure" project, Prisons Directorate, Nazimuddin Road, Dhaka.: [946, 1145, 1459, 1201]
- table-row: 4. Procuring entity code 5-22-2251-5960: [946, 698, 1459, 714]
- table-row: 17. Tender dropping date & time 30-12-2009, Time: 09.00am to 12 noon.: [946, 1000, 1459, 1016]
- table-row: 4 Invitation Ref No. MLWA/O-5/SZSK/2009/Part-1/118.: [582, 799, 914, 813]
- table-row: 22. Brief descriptions of goods 1. Photostat Machine (normal), black & white. 2. Photostat Machine (heavy duty), color. 3. Multimedia Projector. 4. Laptop. 5. Musical Instruments for Rajshahi Prisons Training Center.: [946, 1412, 1459, 1482]
- eoi-simulator-ad: Expression of Interest for Train and Fight Simulator Bangladesh Army is developing a war game software named 'Train and Fight' simulator and asking for Expression of Interest (EOI) from different private/public companies/institutions for the cost estimate including time frame and man hour needed to undertake the project in second phase. The EOI to be submitted by 1200 hrs on 24 December 2009 at Army Printing Press, Dhaka Cantonment. The detail EOI requirement can be downloaded from the Bangladesh Army Website (www.army.mil.bd) or call 091-66701-8 Ext-8128. Member, Expenditure Regulatory Committee Train & Fight Simulator Project Headquarters Army Training and Doctrine Command Momenshahi Cantonment ISPR/Army/09/2787 GD-5676: [936, 93, 1460, 414]
- gd-number: GD-5666: [38, 502, 87, 515]
- bid-clauses: 4. Bidding will be conducted through the International Competitive Bidding (ICB) procedures specified in the World Bank's Guidelines: Procurement under IBRD Loans and IDA Credits, May, 2004 and is open to all bidders from eligible source countries as defined in the guidelines. 5. Interested eligible bidders may obtain further information from the address mentioned below and inspect the bidding documents from 09:00am to 5.00pm in the working days. 6. Qualifications requirements include: (A) Financial Capacity: (for each sub-package) The bidder shall furnish documentary evidence that it meets the following financial requirement(s): The bidder must have an average annual turnover of at least BDT 20 (twenty million) million for each sub-packages or equivalent US dollar during the last 3 years which will be supported by audited financial report prepared by any independent Chartered Accountant firm. (B) Experience and Technical Capacity: The bidder shall furnish documentary evidence to demonstrate that it meets the following experience requirement(s): (a) In the case of a bidder who manufactures the goods, the bidder should provide: (i) documentary evidence of having Annual Production Capacity of at least 5 (five) times the quantities specified for each item under the contract package. (ii) certificate of incorporation/certificate of registration/trade license (which one is applicable). (iii) a manufacturing licence for the specific goods by regulatory authority in the country of manufacture. (iv) at least two (2) years experience in manufacturing and marketing of specific goods and three (3) years experience in similar goods for which the IFB is issued. (b) If the bidder is a supplier then it should have: (i) certificate of incorporation/certificate of registration/trade licence (which one is applicable); (ii) at least two (2) years supply experience in specific goods and three (3) years supply experience in similar goods for which the IFB is issued; (iii) the bidder should provide evidence of being duly authorized by the manufacturer, meeting criteria under (a) ( i, ii, iii, iv) above, to supply the goods in the purchasers country, as per statement of purchaser/Agency bidding system. (C) The bidder shall furnish documentary evidence to demonstrate that the goods it offers meet the following usage requirement: As per technical specification under Section VI. Schedule of Requirements, 2. Technical Specifications. 7. A complete set of bidding documents in English may be purchased by the interested bidders on the submission of a written application to the address below and upon payment of a non-refundable fee of Taka 6,500 (six thousand and five hundred only) or US$ 100 (US dollar one hundred) only. The method of payment will be either in Pay Order or in Bank Draft from any schedule bank in Bangladesh or certified check from reputable foreign bank acceptable to the purchaser. Bidding document may be collected by the bidder or by an authorized representative. The last selling date of bidding document on 26-01-2010 up to office hour. 8. Bids must be delivered to the address below at or before 11.00am of Bangladesh Standard Time (Day Light Saving Time) on 27/01/2010. Electronic bidding will not be permitted. Late bids will be rejected and shall be returned unopened. Bids will be opened in presence of the bidder representatives who choose to attend in person at the address below at 11:30am on 27/01/2010. The bids must be accompanied by a bid security of Bangladesh Tk. 1,05,000.00 (BDT one lac & five thousand) or US$ 1513.00 (fifteen hundred & thirteen US$) or equivalent amount in freely convertible currency for each sub-package. 9. A pre-bid conference will be held on 23/12/2009 in the office room of undersigned at 11.30am (Day Light Saving Time). All prospective bidders/bidders' representatives are requested to attend the conference in time.: [35, 1291, 544, 1900]
- paragraph: Section-7 (Page-66 of tender document): Technical specification-: [40, 252, 375, 265]
- table-row: 1. Ministry Ministry of Home Affairs.: [946, 595, 1459, 612]
- table-row: 15 Address of official inviting tender Ministry of Liberation War Affairs, Govt Transport Bhaban, Secretarial Link Road, Dhaka-1000.: [582, 1151, 914, 1188]
- paragraph: Due to addendum of the aforementioned technical specifications, the selling, closing and opening date of Tender No. BGSL/FP/CFE-09/2009 dated 22-10-2009 is also extended as under:: [40, 303, 541, 331]
- table-row: 6. Invitation for procurement of equipments and goods As mentioned in Sl No-26.: [946, 730, 1459, 760]
- table-row: A Photostat Machine (normal) black & white Tk 1000/- Tk 2,00,000/- 60 days All districts of Bangladesh: [978, 1626, 1455, 1663]
- table-row: 18. Tender opening date & time 30-12-2009, Time: 3.00pm.: [946, 1016, 1459, 1033]
- ifb-date: Dated: 08-12-2009: [444, 786, 544, 799]
- section-heading: PROCURING ENTITY DETAILS: [582, 1084, 914, 1099]
- section-heading: INFORMATION FOR TENDERER: [946, 1274, 1459, 1290]
- table-row: 20. Pre-tender meeting (optional) Not applicable.: [946, 1257, 1459, 1274]
- table-row: 13. Tender package no. As mentioned in Sl No-26.: [946, 934, 1459, 951]
- table-row: Sub-Package No. 4 Rubber Surgical Gloves, Size-6.5" (six point five inches) 0.5 million pairs: [36, 1115, 544, 1151]
- table-row: 7 Tender last selling date Up to 19-01-2010.: [582, 871, 914, 886]
